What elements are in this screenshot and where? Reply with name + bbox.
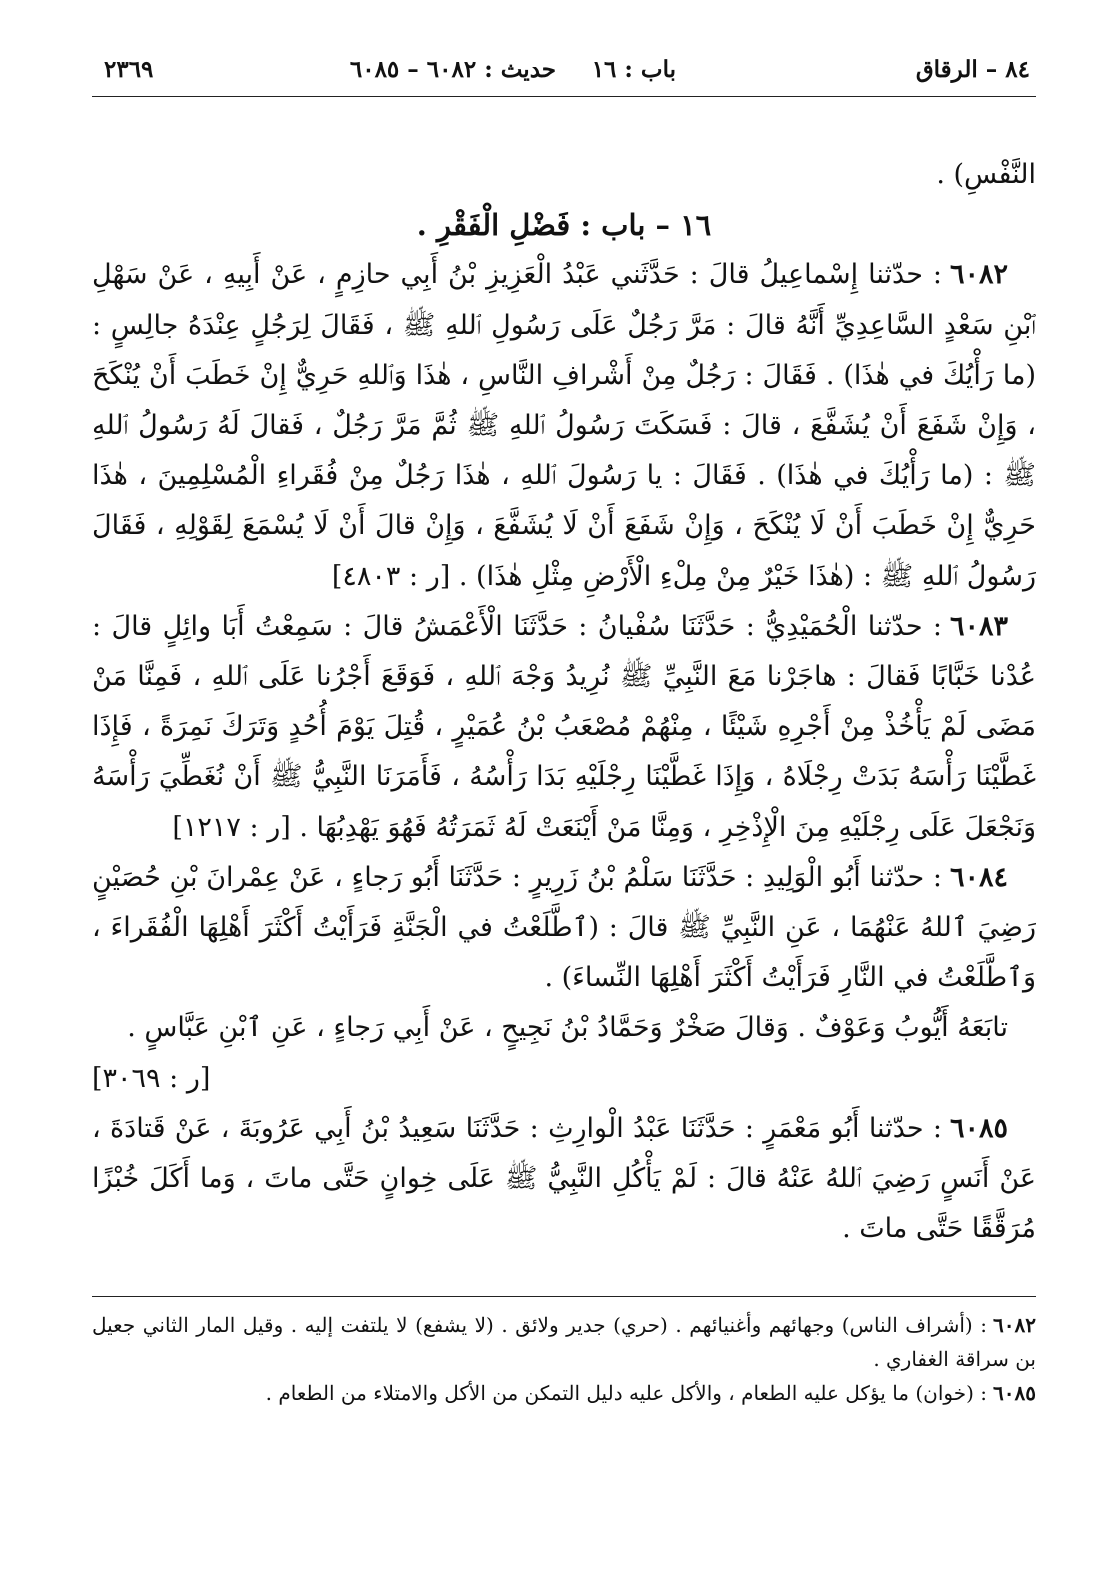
chapter-heading: [92, 200, 1036, 250]
footnote-number: ٦٠٨٥: [993, 1381, 1036, 1405]
hadith-text: : حدّثنا إِسْماعِيلُ قالَ : حَدَّثَني عَبْدُ الْعَزِيزِ بْنُ أَبِي حازِمٍ ، عَنْ أَبِيهِ ، عَنْ سَهْلِ ٱبْنِ سَعْدٍ السَّاعِدِيِّ أَنَّهُ قالَ : مَرَّ رَجُلٌ عَلَى رَسُولِ ٱللهِ ﷺ ، فَقَالَ لِرَجُلٍ عِنْدَهُ جالِسٍ : (ما رَأْيُكَ في هٰذَا) . فَقَالَ : رَجُلٌ مِنْ أَشْرافِ النَّاسِ ، هٰذَا وَٱللهِ حَرِيٌّ إِنْ خَطَبَ أَنْ يُنْكَحَ ، وَإِنْ شَفَعَ أَنْ يُشَفَّعَ ، قالَ : فَسَكَتَ رَسُولُ ٱللهِ ﷺ ثُمَّ مَرَّ رَجُلٌ ، فَقالَ لَهُ رَسُولُ ٱللهِ ﷺ : (ما رَأْيُكَ في هٰذَا) . فَقَالَ : يا رَسُولَ ٱللهِ ، هٰذَا رَجُلٌ مِنْ فُقَراءِ الْمُسْلِمِينَ ، هٰذَا حَرِيٌّ إِنْ خَطَبَ أَنْ لَا يُنْكَحَ ، وَإِنْ شَفَعَ أَنْ لَا يُشَفَّعَ ، وَإِنْ قالَ أَنْ لَا يُسْمَعَ لِقَوْلِهِ ، فَقَالَ رَسُولُ ٱللهِ ﷺ : (هٰذَا خَيْرٌ مِنْ مِلْءِ الْأَرْضِ مِثْلِ هٰذَا) .: [92, 259, 1036, 592]
hadith-text: : حدّثنا أَبُو الْوَلِيدِ : حَدَّثَنَا سَلْمُ بْنُ زَرِيرٍ : حَدَّثَنَا أَبُو رَجاءٍ ، عَنْ عِمْرانَ بْنِ حُصَيْنٍ رَضِيَ ٱللهُ عَنْهُمَا ، عَنِ النَّبِيِّ ﷺ قالَ : (ٱطَّلَعْتُ في الْجَنَّةِ فَرَأَيْتُ أَكْثَرَ أَهْلِهَا الْفُقَراءَ ، وَٱطَّلَعْتُ في النَّارِ فَرَأَيْتُ أَكْثَرَ أَهْلِهَا النِّساءَ) .: [92, 861, 1036, 994]
hadith-number: ٦٠٨٤: [949, 861, 1008, 893]
hadith-text: : حدّثنا الْحُمَيْدِيُّ : حَدَّثَنَا سُفْيانُ : حَدَّثَنَا الْأَعْمَشُ قالَ : سَمِعْتُ أَبَا وائِلٍ قالَ : عُدْنا خَبَّابًا فَقالَ : هاجَرْنا مَعَ النَّبِيِّ ﷺ نُرِيدُ وَجْهَ ٱللهِ ، فَوَقَعَ أَجْرُنا عَلَى ٱللهِ ، فَمِنَّا مَنْ مَضَى لَمْ يَأْخُذْ مِنْ أَجْرِهِ شَيْئًا ، مِنْهُمْ مُصْعَبُ بْنُ عُمَيْرٍ ، قُتِلَ يَوْمَ أُحُدٍ وَتَرَكَ نَمِرَةً ، فَإِذَا غَطَّيْنَا رَأْسَهُ بَدَتْ رِجْلَاهُ ، وَإِذَا غَطَّيْنَا رِجْلَيْهِ بَدَا رَأْسُهُ ، فَأَمَرَنَا النَّبِيُّ ﷺ أَنْ نُغَطِّيَ رَأْسَهُ وَنَجْعَلَ عَلَى رِجْلَيْهِ مِنَ الْإِذْخِرِ ، وَمِنَّا مَنْ أَيْنَعَتْ لَهُ ثَمَرَتُهُ فَهُوَ يَهْدِبُهَا .: [92, 610, 1036, 843]
footnote: [92, 1308, 1036, 1376]
hadith-text: : حدّثنا أَبُو مَعْمَرٍ : حَدَّثَنَا عَبْدُ الْوارِثِ : حَدَّثَنَا سَعِيدُ بْنُ أَبِي عَرُوبَةَ ، عَنْ قَتادَةَ ، عَنْ أَنَسٍ رَضِيَ ٱللهُ عَنْهُ قالَ : لَمْ يَأْكُلِ النَّبِيُّ ﷺ عَلَى خِوانٍ حَتَّى ماتَ ، وَما أَكَلَ خُبْزًا مُرَقَّقًا حَتَّى ماتَ .: [92, 1112, 1036, 1245]
running-header: [92, 52, 1036, 92]
header-bab: باب : ١٦: [591, 56, 676, 83]
footnote-text: : (أشراف الناس) وجهائهم وأغنيائهم . (حري) جدير ولائق . (لا يشفع) لا يلتفت إليه . وقيل المار الثاني جعيل بن سراقة الغفاري .: [92, 1313, 1036, 1371]
page-number: ٢٣٦٩: [104, 56, 154, 83]
hadith-number: ٦٠٨٣: [949, 610, 1008, 642]
cross-reference: [ر : ٣٠٦٩]: [92, 1062, 211, 1094]
hadith-6082: [92, 250, 1036, 601]
hadith-6084: [92, 853, 1036, 1004]
chapter-title: فَضْلِ الْفَقْرِ .: [416, 208, 571, 243]
footnote: [92, 1376, 1036, 1410]
mutaba-note: تابَعَهُ أَيُّوبُ وَعَوْفٌ . وَقالَ صَخْرٌ وَحَمَّادُ بْنُ نَجِيحٍ ، عَنْ أَبِي رَجاءٍ ، عَنِ ٱبْنِ عَبَّاسٍ .: [127, 1012, 1008, 1044]
hadith-6083: [92, 602, 1036, 853]
header-divider: [92, 96, 1036, 97]
footnote-text: : (خوان) ما يؤكل عليه الطعام ، والأكل عليه دليل التمكن من الأكل والامتلاء من الطعام .: [265, 1381, 988, 1405]
main-text: [92, 150, 1036, 1254]
cross-reference: [ر : ١٢١٧]: [172, 811, 291, 843]
header-book-title: ٨٤ – الرقاق: [915, 56, 1030, 83]
hadith-number: ٦٠٨٢: [949, 259, 1008, 291]
hadith-number: ٦٠٨٥: [949, 1112, 1008, 1144]
footnote-divider: [92, 1296, 1036, 1297]
hadith-6085: [92, 1104, 1036, 1255]
chapter-number: ١٦ – باب :: [580, 208, 712, 243]
footnote-number: ٦٠٨٢: [993, 1313, 1036, 1337]
cross-reference: [ر : ٤٨٠٣]: [331, 560, 451, 592]
footnotes: [92, 1308, 1036, 1410]
book-page: [92, 0, 1036, 1590]
header-hadith-range: حديث : ٦٠٨٢ – ٦٠٨٥: [349, 56, 556, 83]
continuation-text: النَّفْسِ) .: [936, 159, 1036, 190]
